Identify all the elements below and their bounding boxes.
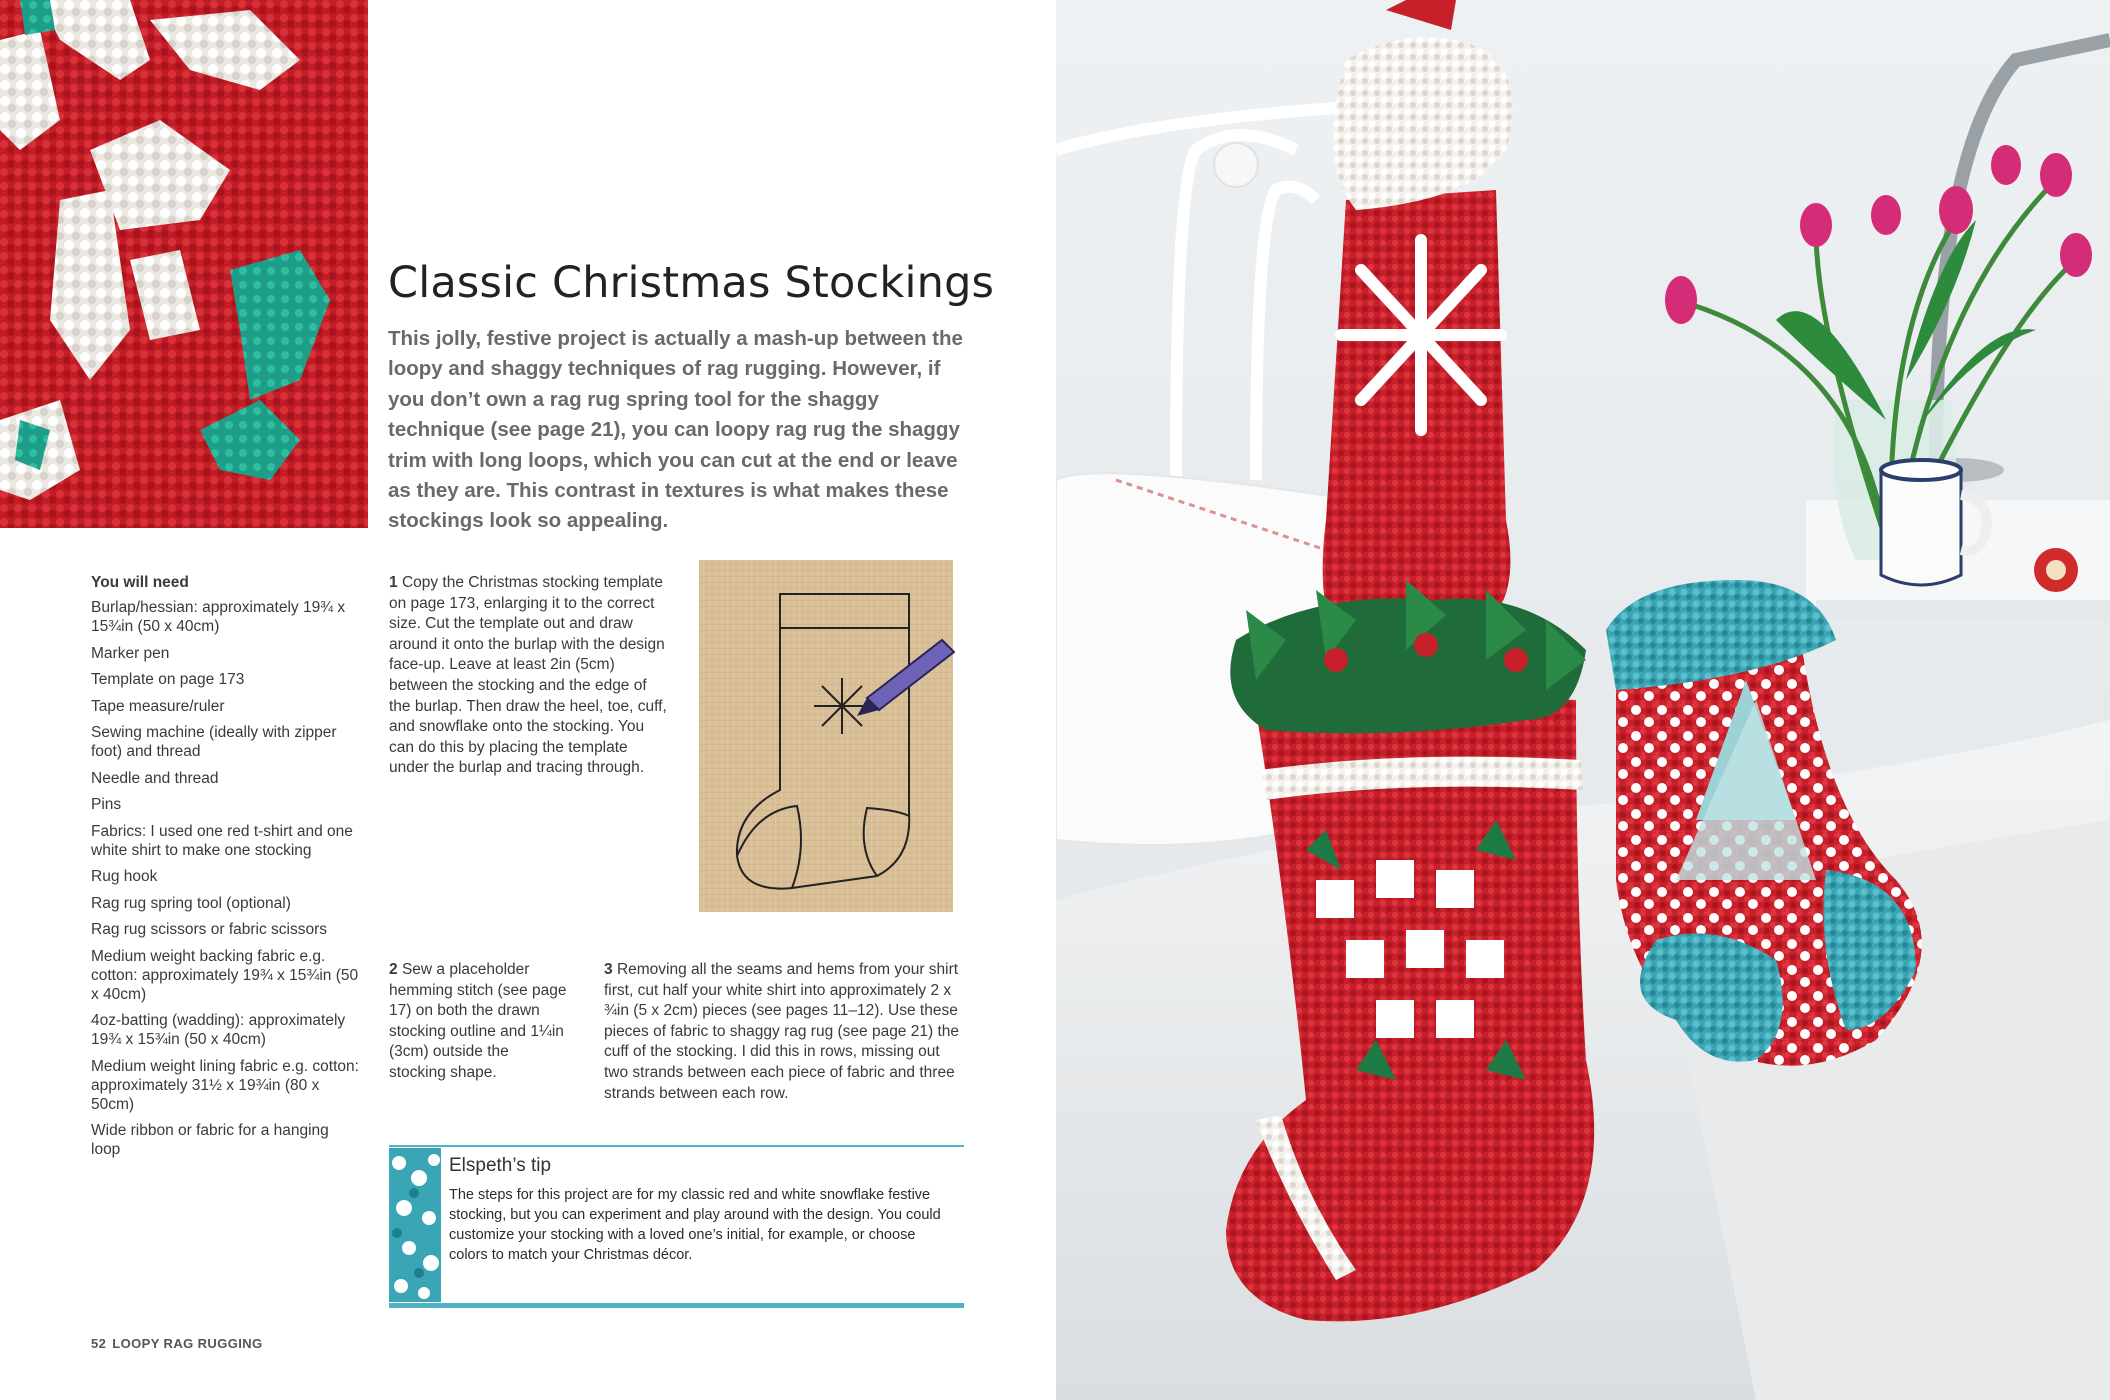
- step-number: 1: [389, 574, 398, 591]
- materials-item: Pins: [91, 796, 122, 813]
- materials-item: Needle and thread: [91, 769, 219, 787]
- materials-item: Rug hook: [91, 868, 158, 885]
- materials-item: Sewing machine (ideally with zipper foot) and thread: [91, 724, 337, 760]
- tip-title: Elspeth’s tip: [449, 1155, 552, 1176]
- page-footer: [91, 1336, 263, 1351]
- step-number: 2: [389, 961, 398, 978]
- tip-text: The steps for this project are for my classic red and white snowflake festive stocking, but you can experiment and play around with the design. You could customize your stocking with a loved one’s initial, for example, or choose colors to match your Christmas décor.: [449, 1187, 941, 1263]
- step-2: [389, 960, 567, 1084]
- materials-item: Fabrics: I used one red t-shirt and one white shirt to make one stocking: [91, 822, 353, 859]
- materials-item: Template on page 173: [91, 671, 245, 688]
- tip-top-rule: [389, 1145, 964, 1147]
- tip-rug-swatch: [389, 1148, 441, 1302]
- stocking-template-illustration: [697, 558, 955, 914]
- step-text: Sew a placeholder hemming stitch (see page 17) on both the drawn stocking outline and 1¼in (3cm) outside the stocking shape.: [389, 961, 567, 1081]
- tip-bottom-rule: [389, 1303, 964, 1308]
- tip-box: [389, 1145, 964, 1309]
- intro-paragraph: This jolly, festive project is actually a mash-up between the loopy and shaggy techniques of rag rugging. However, if you don’t own a rag rug spring tool for the shaggy technique (see page 21), you can loopy rag rug the shaggy trim with long loops, which you can cut at the end or leave as they are. This contrast in textures is what makes these stockings look so appealing.: [388, 327, 963, 533]
- materials-heading: You will need: [91, 574, 189, 591]
- rag-rug-closeup-photo: [0, 0, 368, 528]
- step-3: [604, 960, 966, 1104]
- materials-item: Rag rug scissors or fabric scissors: [91, 921, 328, 938]
- materials-item: Medium weight lining fabric e.g. cotton: approximately 31½ x 19¾in (80 x 50cm): [91, 1057, 359, 1113]
- step-number: 3: [604, 961, 613, 978]
- materials-item: Rag rug spring tool (optional): [91, 894, 291, 912]
- materials-item: Burlap/hessian: approximately 19¾ x 15¾in (50 x 40cm): [91, 599, 346, 635]
- materials-item: 4oz-batting (wadding): approximately 19¾ x 15¾in (50 x 40cm): [91, 1012, 346, 1048]
- materials-item: Medium weight backing fabric e.g. cotton: approximately 19¾ x 15¾in (50 x 40cm): [91, 947, 359, 1003]
- step-text: Copy the Christmas stocking template on page 173, enlarging it to the correct size. Cut the template out and draw around it onto the burlap with the design face-up. Leave at least 2in (5cm) between the stocking and the edge of the burlap. Then draw the heel, toe, cuff, and snowflake onto the stocking. You can do this by placing the template under the burlap and tracing through.: [389, 574, 667, 777]
- materials-list: [91, 574, 359, 1167]
- project-title: Classic Christmas Stockings: [388, 258, 995, 308]
- christmas-stockings-photo: [1056, 0, 2110, 1400]
- section-name: LOOPY RAG RUGGING: [112, 1336, 263, 1351]
- page-number: 52: [91, 1336, 107, 1351]
- materials-item: Wide ribbon or fabric for a hanging loop: [91, 1122, 329, 1158]
- materials-item: Marker pen: [91, 644, 170, 662]
- step-1: [389, 573, 671, 779]
- snowflake-drawing: [814, 678, 870, 734]
- step-text: Removing all the seams and hems from your shirt first, cut half your white shirt into approximately 2 x ¾in (5 x 2cm) pieces (see pages 11–12). Use these pieces of fabric to shaggy rag rug (see page 21) the cuff of the stocking. I did this in rows, missing out two strands between each piece of fabric and three strands between each row.: [604, 961, 959, 1102]
- materials-item: Tape measure/ruler: [91, 697, 225, 715]
